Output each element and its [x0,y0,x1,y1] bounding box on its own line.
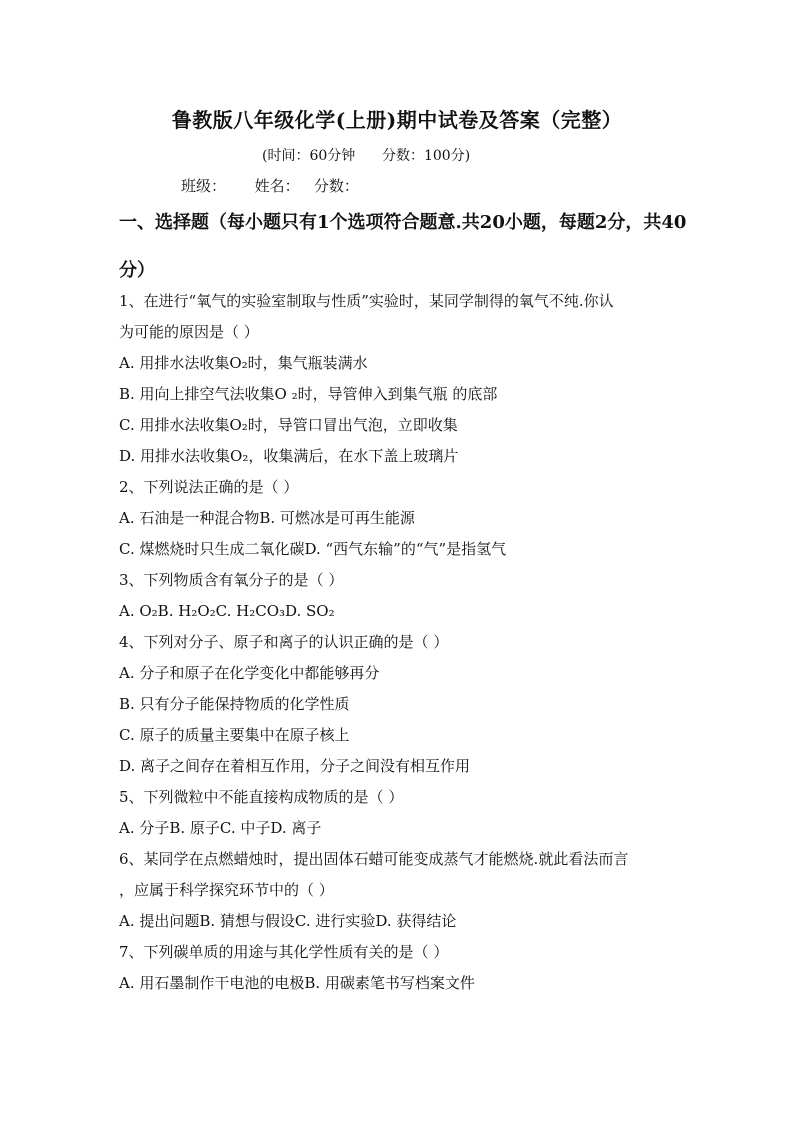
option-line: C. 煤燃烧时只生成二氧化碳D. “西气东输”的“气”是指氢气 [119,540,507,558]
option-line: A. 石油是一种混合物B. 可燃冰是可再生能源 [119,509,415,527]
option-c: C. 用排水法收集O₂时，导管口冒出气泡，立即收集 [119,416,458,434]
question-7 [119,937,689,999]
question-stem: 5、下列微粒中不能直接构成物质的是（ ） [119,788,404,806]
question-6 [119,844,689,937]
question-stem: 3、下列物质含有氧分子的是（ ） [119,571,344,589]
question-3 [119,565,689,627]
option-d: D. 用排水法收集O₂，收集满后，在水下盖上玻璃片 [119,447,459,465]
section-heading: 一、选择题（每小题只有1个选项符合题意.共20小题，每题2分，共40分） [119,212,687,281]
question-stem: 2、下列说法正确的是（ ） [119,478,299,496]
option-d: D. 离子之间存在着相互作用，分子之间没有相互作用 [119,757,471,775]
option-b: B. 只有分子能保持物质的化学性质 [119,695,350,713]
option-c: C. 原子的质量主要集中在原子核上 [119,726,350,744]
option-line: A. 用石墨制作干电池的电极B. 用碳素笔书写档案文件 [119,974,475,992]
question-stem: 1、在进行“氧气的实验室制取与性质”实验时，某同学制得的氧气不纯.你认 [119,292,614,310]
question-stem: 7、下列碳单质的用途与其化学性质有关的是（ ） [119,943,449,961]
option-a: A. 分子和原子在化学变化中都能够再分 [119,664,380,682]
option-line: A. 分子B. 原子C. 中子D. 离子 [119,819,322,837]
question-stem: 为可能的原因是（ ） [119,323,259,341]
exam-title: 鲁教版八年级化学(上册)期中试卷及答案（完整） [171,108,623,132]
exam-time-score: (时间：60分钟 分数：100分) [262,148,471,164]
option-a: A. 用排水法收集O₂时，集气瓶装满水 [119,354,368,372]
question-1 [119,286,689,472]
question-4 [119,627,689,782]
question-5 [119,782,689,844]
student-info-line: 班级： 姓名： 分数： [181,177,359,195]
option-line: A. O₂B. H₂O₂C. H₂CO₃D. SO₂ [119,602,335,620]
question-stem: ，应属于科学探究环节中的（ ） [119,881,334,899]
option-line: A. 提出问题B. 猜想与假设C. 进行实验D. 获得结论 [119,912,457,930]
question-stem: 6、某同学在点燃蜡烛时，提出固体石蜡可能变成蒸气才能燃烧.就此看法而言 [119,850,629,868]
option-b: B. 用向上排空气法收集O ₂时，导管伸入到集气瓶 的底部 [119,385,498,403]
question-2 [119,472,689,565]
question-stem: 4、下列对分子、原子和离子的认识正确的是（ ） [119,633,449,651]
question-list [119,286,689,999]
